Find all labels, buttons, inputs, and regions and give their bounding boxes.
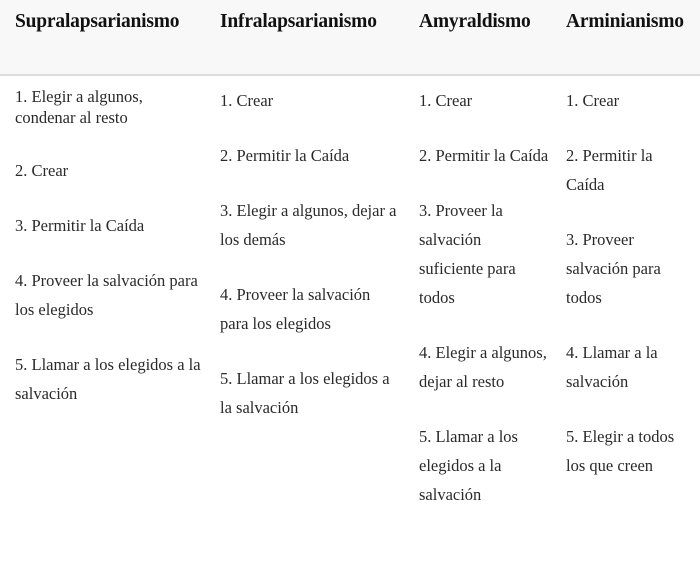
header-arminianismo: Arminianismo [566,11,684,32]
list-item: 4. Llamar a la salvación [566,343,658,391]
list-item: 1. Crear [566,91,620,110]
list-item: 4. Proveer la salvación para los elegidos [15,271,198,319]
list-item: 4. Elegir a algunos, dejar al resto [419,343,547,391]
header-infralapsarianismo: Infralapsarianismo [220,11,377,32]
column-supralapsarianismo [15,86,205,434]
list-item: 2. Permitir la Caída [566,146,653,194]
list-item: 1. Elegir a algunos, condenar al resto [15,87,143,127]
list-item: 5. Llamar a los elegidos a la salvación [15,355,201,403]
list-item: 3. Elegir a algunos, dejar a los demás [220,201,397,249]
column-amyraldismo [419,86,549,535]
list-item: 3. Proveer la salvación suficiente para todos [419,201,516,307]
list-item: 1. Crear [220,91,274,110]
list-item: 3. Permitir la Caída [15,216,145,235]
list-item: 2. Crear [15,161,69,180]
list-item: 5. Llamar a los elegidos a la salvación [419,427,518,504]
header-supralapsarianismo: Supralapsarianismo [15,11,180,32]
list-item: 2. Permitir la Caída [220,146,350,165]
list-item: 2. Permitir la Caída [419,146,549,165]
list-item: 4. Proveer la salvación para los elegidos [220,285,371,333]
list-item: 5. Llamar a los elegidos a la salvación [220,369,390,417]
table-header-row [0,0,700,76]
column-arminianismo [566,86,691,506]
header-amyraldismo: Amyraldismo [419,11,531,32]
list-item: 5. Elegir a todos los que creen [566,427,675,475]
column-infralapsarianismo [220,86,400,448]
list-item: 3. Proveer salvación para todos [566,230,661,307]
list-item: 1. Crear [419,91,473,110]
